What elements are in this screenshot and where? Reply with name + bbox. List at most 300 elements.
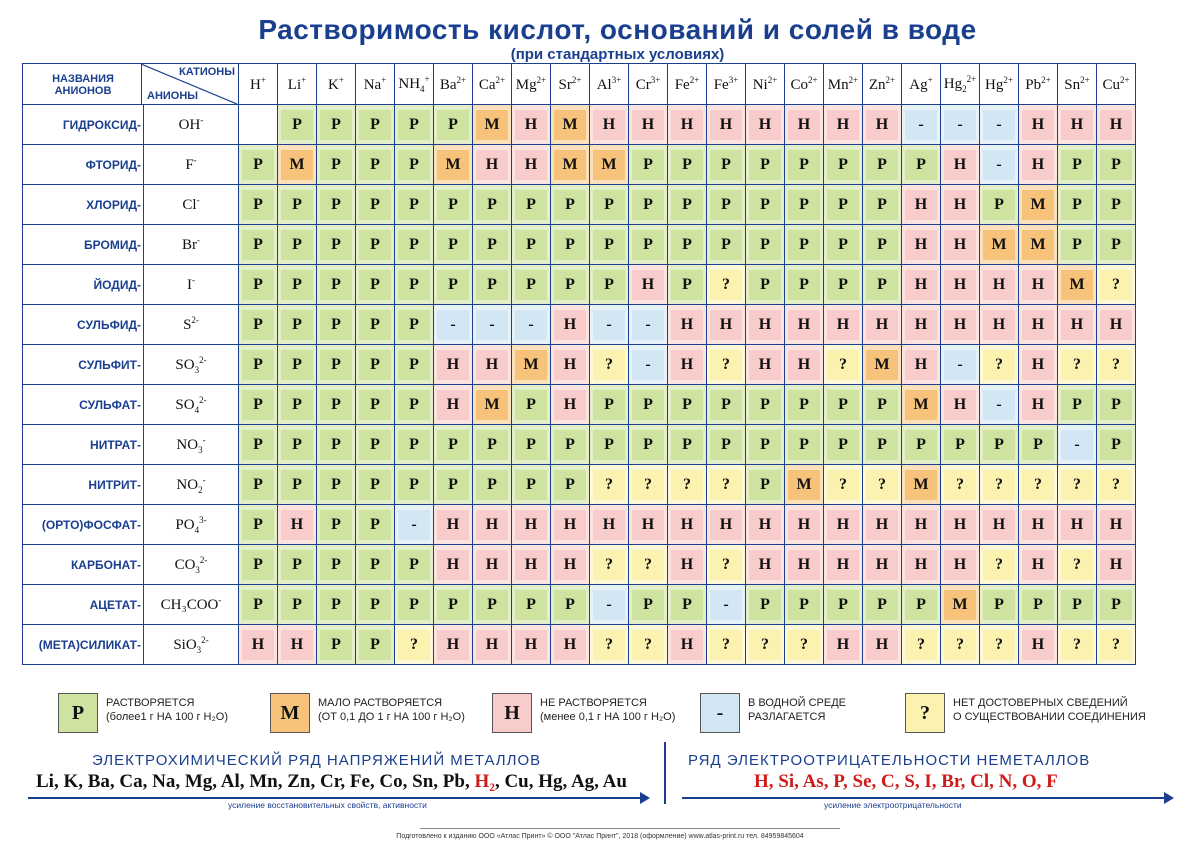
solubility-cell [941, 105, 980, 145]
solubility-cell [824, 545, 863, 585]
solubility-value: Р [515, 230, 547, 260]
page-subtitle: (при стандартных условиях) [510, 46, 725, 63]
solubility-cell [785, 545, 824, 585]
solubility-value: Р [710, 150, 742, 180]
solubility-cell [278, 185, 317, 225]
solubility-cell [551, 105, 590, 145]
cations-header: КАТИОНЫ [178, 66, 235, 78]
solubility-value: Н [905, 270, 937, 300]
solubility-value: - [983, 110, 1015, 140]
solubility-value: Р [1061, 590, 1093, 620]
legend-label: НЕ РАСТВОРЯЕТСЯ [540, 697, 647, 709]
solubility-cell [317, 145, 356, 185]
solubility-value: М [476, 110, 508, 140]
solubility-value: М [554, 150, 586, 180]
solubility-value: Р [437, 190, 469, 220]
solubility-value: Р [671, 270, 703, 300]
nonmetals-note: усиление электроотрицательности [824, 800, 962, 810]
solubility-cell [980, 185, 1019, 225]
cation-header: $Fe^{3+}$ [707, 64, 746, 105]
solubility-cell [746, 385, 785, 425]
solubility-value: Р [866, 430, 898, 460]
solubility-cell [278, 345, 317, 385]
solubility-value: Н [554, 310, 586, 340]
solubility-value: Р [359, 270, 391, 300]
solubility-value: Р [632, 190, 664, 220]
metals-series-title: ЭЛЕКТРОХИМИЧЕСКИЙ РЯД НАПРЯЖЕНИЙ МЕТАЛЛОВ [92, 752, 542, 769]
solubility-cell [980, 505, 1019, 545]
solubility-cell [512, 625, 551, 665]
solubility-cell [746, 585, 785, 625]
solubility-value: Н [1022, 550, 1054, 580]
solubility-value: Р [632, 230, 664, 260]
table-row [23, 145, 1136, 185]
solubility-value: Р [359, 550, 391, 580]
solubility-value: Н [749, 110, 781, 140]
solubility-value: Р [437, 110, 469, 140]
solubility-cell [668, 505, 707, 545]
solubility-value: Н [749, 550, 781, 580]
solubility-cell [317, 185, 356, 225]
solubility-cell [980, 225, 1019, 265]
solubility-cell [473, 185, 512, 225]
solubility-cell [707, 465, 746, 505]
solubility-value: Р [242, 190, 274, 220]
solubility-cell [434, 145, 473, 185]
metals-arrow [28, 797, 648, 799]
cation-header: $Ni^{2+}$ [746, 64, 785, 105]
solubility-value: Н [710, 310, 742, 340]
cation-header: H+ [239, 64, 278, 105]
solubility-cell [707, 545, 746, 585]
solubility-cell [1058, 625, 1097, 665]
solubility-cell [551, 625, 590, 665]
solubility-cell [1097, 585, 1136, 625]
legend-swatch: - [700, 693, 740, 733]
solubility-cell [629, 425, 668, 465]
solubility-value: Р [1100, 390, 1132, 420]
anion-name: ЙОДИД- [23, 265, 144, 305]
solubility-cell [941, 585, 980, 625]
anion-name: АЦЕТАТ- [23, 585, 144, 625]
solubility-value: Р [281, 350, 313, 380]
solubility-cell [824, 145, 863, 185]
solubility-cell [863, 505, 902, 545]
solubility-cell [239, 465, 278, 505]
solubility-cell [668, 345, 707, 385]
cation-header: $Zn^{2+}$ [863, 64, 902, 105]
solubility-cell [1019, 625, 1058, 665]
anion-formula: $CO_3^{2-}$ [144, 545, 239, 585]
solubility-cell [941, 265, 980, 305]
solubility-value: Н [515, 630, 547, 660]
solubility-cell [590, 385, 629, 425]
solubility-cell [863, 545, 902, 585]
solubility-value: Р [593, 230, 625, 260]
solubility-cell [941, 625, 980, 665]
solubility-value: Р [671, 430, 703, 460]
solubility-value: Р [398, 190, 430, 220]
solubility-cell [629, 625, 668, 665]
solubility-value: Р [281, 110, 313, 140]
table-row [23, 305, 1136, 345]
solubility-cell [629, 225, 668, 265]
solubility-cell [434, 305, 473, 345]
cation-header: Ag+ [902, 64, 941, 105]
solubility-value: Р [359, 590, 391, 620]
solubility-cell [239, 385, 278, 425]
solubility-cell [1097, 505, 1136, 545]
solubility-value: - [632, 310, 664, 340]
solubility-cell [395, 545, 434, 585]
solubility-cell [902, 425, 941, 465]
solubility-cell [1058, 585, 1097, 625]
solubility-value: Н [905, 230, 937, 260]
solubility-value: - [476, 310, 508, 340]
solubility-value: Н [827, 510, 859, 540]
solubility-cell [356, 625, 395, 665]
solubility-cell [746, 105, 785, 145]
solubility-cell [434, 425, 473, 465]
solubility-cell [941, 345, 980, 385]
legend-description: (менее 0,1 г НА 100 г H₂O) [540, 711, 676, 723]
solubility-cell [707, 505, 746, 545]
solubility-cell [707, 105, 746, 145]
solubility-cell [941, 145, 980, 185]
solubility-cell [1019, 465, 1058, 505]
solubility-cell [980, 385, 1019, 425]
solubility-cell [590, 505, 629, 545]
solubility-value: Н [554, 630, 586, 660]
solubility-cell [707, 145, 746, 185]
solubility-value: Р [671, 590, 703, 620]
solubility-cell [785, 465, 824, 505]
solubility-cell [278, 585, 317, 625]
solubility-cell [512, 545, 551, 585]
solubility-cell [317, 625, 356, 665]
solubility-value: Н [476, 350, 508, 380]
solubility-value: - [515, 310, 547, 340]
solubility-value: ? [983, 630, 1015, 660]
solubility-cell [551, 225, 590, 265]
solubility-value: Р [983, 430, 1015, 460]
solubility-cell [746, 625, 785, 665]
solubility-cell [902, 265, 941, 305]
solubility-value: Р [320, 390, 352, 420]
solubility-cell [785, 345, 824, 385]
solubility-value: Р [710, 190, 742, 220]
solubility-value: Н [593, 110, 625, 140]
solubility-cell [239, 265, 278, 305]
solubility-value: Р [710, 430, 742, 460]
solubility-value: ? [632, 470, 664, 500]
solubility-value: Н [866, 630, 898, 660]
solubility-value: Р [437, 230, 469, 260]
solubility-value: - [983, 150, 1015, 180]
solubility-value: Р [242, 550, 274, 580]
solubility-value: Н [749, 510, 781, 540]
solubility-value: Р [866, 390, 898, 420]
solubility-cell [356, 145, 395, 185]
solubility-value: Р [1100, 190, 1132, 220]
solubility-value: Р [749, 470, 781, 500]
solubility-value: - [983, 390, 1015, 420]
nonmetals-series-title: РЯД ЭЛЕКТРООТРИЦАТЕЛЬНОСТИ НЕМЕТАЛЛОВ [688, 752, 1091, 769]
table-row [23, 345, 1136, 385]
solubility-value: Р [476, 190, 508, 220]
solubility-value: Н [1022, 150, 1054, 180]
solubility-value: Р [398, 550, 430, 580]
solubility-value: М [1022, 190, 1054, 220]
solubility-value: Н [671, 550, 703, 580]
solubility-cell [1019, 505, 1058, 545]
cation-header: $Hg^{2+}$ [980, 64, 1019, 105]
solubility-cell [1019, 105, 1058, 145]
solubility-cell [980, 345, 1019, 385]
solubility-value: Н [281, 510, 313, 540]
solubility-cell [941, 305, 980, 345]
solubility-value: Р [398, 230, 430, 260]
solubility-value: Р [359, 390, 391, 420]
solubility-value: Р [320, 350, 352, 380]
solubility-cell [239, 185, 278, 225]
solubility-value: Н [515, 550, 547, 580]
solubility-value: Р [1022, 590, 1054, 620]
solubility-value: Р [554, 270, 586, 300]
solubility-cell [668, 625, 707, 665]
solubility-value: ? [671, 470, 703, 500]
solubility-value: ? [1100, 470, 1132, 500]
solubility-cell [317, 265, 356, 305]
solubility-cell [1058, 385, 1097, 425]
solubility-value: Н [788, 510, 820, 540]
legend-swatch: Н [492, 693, 532, 733]
solubility-cell [395, 425, 434, 465]
solubility-value: Р [281, 430, 313, 460]
solubility-value: Р [710, 230, 742, 260]
solubility-cell [356, 545, 395, 585]
solubility-cell [590, 345, 629, 385]
solubility-cell [629, 265, 668, 305]
solubility-cell [590, 265, 629, 305]
solubility-cell [863, 345, 902, 385]
solubility-value: Р [827, 230, 859, 260]
solubility-cell [512, 585, 551, 625]
solubility-cell [356, 265, 395, 305]
solubility-cell [902, 105, 941, 145]
solubility-value: Н [944, 230, 976, 260]
solubility-cell [473, 465, 512, 505]
solubility-value: Р [281, 550, 313, 580]
solubility-cell [473, 625, 512, 665]
cation-header: $Fe^{2+}$ [668, 64, 707, 105]
table-row [23, 185, 1136, 225]
solubility-cell [1058, 225, 1097, 265]
solubility-value: Р [242, 150, 274, 180]
solubility-cell [1019, 585, 1058, 625]
solubility-value: Р [320, 590, 352, 620]
solubility-cell [707, 185, 746, 225]
solubility-cell [824, 585, 863, 625]
solubility-value: М [866, 350, 898, 380]
solubility-value: Р [320, 470, 352, 500]
solubility-cell [434, 545, 473, 585]
solubility-cell [1097, 385, 1136, 425]
solubility-value: Р [476, 230, 508, 260]
solubility-value: Н [827, 550, 859, 580]
solubility-cell [1097, 145, 1136, 185]
solubility-cell [824, 265, 863, 305]
solubility-value: Р [320, 230, 352, 260]
solubility-cell [356, 385, 395, 425]
solubility-value: М [788, 470, 820, 500]
solubility-value: Н [671, 510, 703, 540]
solubility-value: ? [866, 470, 898, 500]
solubility-cell [473, 225, 512, 265]
solubility-cell [863, 625, 902, 665]
solubility-value: ? [593, 550, 625, 580]
solubility-value: Н [788, 110, 820, 140]
solubility-value: Р [359, 190, 391, 220]
solubility-cell [395, 585, 434, 625]
solubility-cell [785, 145, 824, 185]
solubility-value: Н [671, 630, 703, 660]
anion-name: ГИДРОКСИД- [23, 105, 144, 145]
solubility-cell [317, 385, 356, 425]
solubility-value: Н [866, 550, 898, 580]
solubility-cell [278, 545, 317, 585]
solubility-cell [824, 425, 863, 465]
solubility-cell [707, 425, 746, 465]
cation-header: $Cu^{2+}$ [1097, 64, 1136, 105]
solubility-value: Н [944, 550, 976, 580]
solubility-value: Р [554, 230, 586, 260]
solubility-cell [824, 185, 863, 225]
anion-formula: $NO_3^-$ [144, 425, 239, 465]
footer-credits: Подготовлено к изданию ООО «Атлас Принт» © ООО "Атлас Принт", 2018 (оформление) www.atlas-print.ru тел. 84959845604 [396, 833, 804, 840]
solubility-cell [278, 265, 317, 305]
solubility-cell [902, 465, 941, 505]
solubility-cell [746, 265, 785, 305]
solubility-cell [1097, 545, 1136, 585]
solubility-cell [590, 185, 629, 225]
solubility-cell [278, 425, 317, 465]
solubility-value: М [1022, 230, 1054, 260]
legend-description: (ОТ 0,1 ДО 1 г НА 100 г H₂O) [318, 711, 465, 723]
solubility-cell [1097, 625, 1136, 665]
solubility-value: Н [671, 310, 703, 340]
solubility-value: Р [593, 190, 625, 220]
solubility-cell [317, 465, 356, 505]
solubility-value: М [554, 110, 586, 140]
solubility-cell [824, 505, 863, 545]
solubility-cell [941, 545, 980, 585]
solubility-value: Р [320, 190, 352, 220]
legend-description: (более1 г НА 100 г H₂O) [106, 711, 228, 723]
solubility-cell [551, 425, 590, 465]
solubility-cell [746, 225, 785, 265]
solubility-value: Р [242, 310, 274, 340]
solubility-cell [395, 185, 434, 225]
solubility-cell [980, 585, 1019, 625]
solubility-value: Р [281, 590, 313, 620]
solubility-value: ? [710, 350, 742, 380]
solubility-value: Р [944, 430, 976, 460]
solubility-value: ? [1061, 630, 1093, 660]
solubility-value: Р [749, 390, 781, 420]
solubility-value: Р [827, 590, 859, 620]
solubility-value: Н [905, 510, 937, 540]
anion-formula: OH- [144, 105, 239, 145]
solubility-cell [902, 385, 941, 425]
anion-formula: I- [144, 265, 239, 305]
solubility-cell [824, 345, 863, 385]
solubility-value: Н [437, 390, 469, 420]
solubility-value: Р [1061, 390, 1093, 420]
solubility-cell [395, 105, 434, 145]
solubility-cell [902, 545, 941, 585]
solubility-value: ? [632, 630, 664, 660]
solubility-value: Н [1100, 550, 1132, 580]
solubility-value: Н [827, 630, 859, 660]
solubility-value: Н [710, 510, 742, 540]
solubility-value: М [281, 150, 313, 180]
solubility-value: Р [788, 150, 820, 180]
solubility-value: Р [554, 590, 586, 620]
solubility-cell [941, 425, 980, 465]
solubility-cell [629, 385, 668, 425]
solubility-cell [395, 145, 434, 185]
solubility-cell [395, 625, 434, 665]
solubility-value: Р [242, 230, 274, 260]
solubility-cell [746, 185, 785, 225]
solubility-cell [1058, 265, 1097, 305]
solubility-cell [1058, 105, 1097, 145]
solubility-value: Н [866, 310, 898, 340]
solubility-cell [317, 225, 356, 265]
solubility-cell [356, 505, 395, 545]
solubility-value: Р [476, 470, 508, 500]
solubility-value: Н [1100, 310, 1132, 340]
solubility-value: Р [398, 350, 430, 380]
solubility-cell [1058, 425, 1097, 465]
solubility-value: ? [710, 630, 742, 660]
solubility-value: Р [788, 270, 820, 300]
anion-name: (ОРТО)ФОСФАТ- [23, 505, 144, 545]
solubility-value: Р [398, 430, 430, 460]
solubility-cell [863, 225, 902, 265]
solubility-value: ? [749, 630, 781, 660]
solubility-value: Н [515, 110, 547, 140]
solubility-cell [902, 585, 941, 625]
solubility-cell [707, 225, 746, 265]
solubility-value: ? [1100, 270, 1132, 300]
solubility-cell [317, 585, 356, 625]
anion-name: ХЛОРИД- [23, 185, 144, 225]
anions-header: АНИОНЫ [147, 90, 199, 102]
legend-description: РАЗЛАГАЕТСЯ [748, 711, 826, 723]
solubility-value: Н [1022, 510, 1054, 540]
solubility-value: Н [1100, 510, 1132, 540]
solubility-cell [590, 625, 629, 665]
solubility-value: Р [749, 150, 781, 180]
cation-header: $Pb^{2+}$ [1019, 64, 1058, 105]
solubility-cell [434, 465, 473, 505]
solubility-value: Н [944, 270, 976, 300]
solubility-value: Р [242, 510, 274, 540]
solubility-cell [356, 465, 395, 505]
solubility-cell [473, 145, 512, 185]
